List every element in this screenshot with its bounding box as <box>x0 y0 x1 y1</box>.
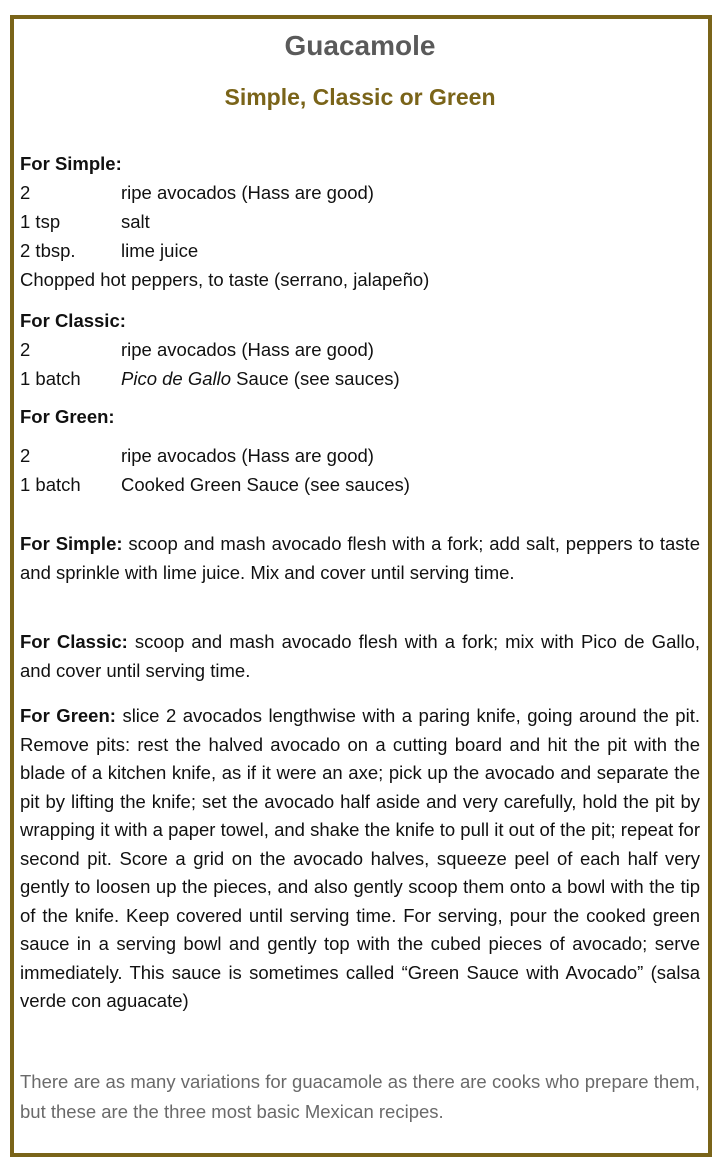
direction-label: For Classic: <box>20 631 128 652</box>
direction-text: scoop and mash avocado flesh with a fork; add salt, peppers to taste and sprinkle with lime juice. Mix and cover until serving time. <box>20 533 700 583</box>
recipe-title: Guacamole <box>284 30 436 61</box>
ingredient-item: Sauce (see sauces) <box>231 368 400 389</box>
ingredient-qty: 1 batch <box>20 474 81 495</box>
ingredient-qty: 2 tbsp. <box>20 240 76 261</box>
ingredient-item-italic: Pico de Gallo <box>121 368 232 389</box>
ingredients-simple <box>20 149 700 294</box>
ingredient-row <box>20 236 700 265</box>
ingredient-item: lime juice <box>121 240 199 261</box>
section-heading: For Classic: <box>20 310 126 331</box>
ingredient-item: ripe avocados (Hass are good) <box>121 339 374 360</box>
direction-text: scoop and mash avocado flesh with a fork; mix with Pico de Gallo, and cover until serving time. <box>20 631 701 681</box>
ingredient-row <box>20 178 700 207</box>
direction-text: slice 2 avocados lengthwise with a paring knife, going around the pit. Remove pits: rest the halved avocado on a cutting board and hit the pit with the blade of a kitchen knife, as if it were an axe; pick up the avocado and separate the pit by lifting the knife; set the avocado half aside and very carefully, hold the pit by wrapping it with a paper towel, and shake the knife to pull it out of the pit; repeat for second pit. Score a grid on the avocado halves, squeeze peel of each half very gently to loosen up the pieces, and also gently scoop them onto a bowl with the tip of the knife. Keep covered until serving time. For serving, pour the cooked green sauce in a serving bowl and gently top with the cubed pieces of avocado; serve immediately. This sauce is sometimes called “Green Sauce with Avocado” (salsa verde con aguacate) <box>20 705 700 1011</box>
direction-paragraph <box>20 628 700 685</box>
ingredient-item: ripe avocados (Hass are good) <box>121 445 374 466</box>
ingredient-item: Cooked Green Sauce (see sauces) <box>121 474 410 495</box>
direction-paragraph <box>20 530 700 587</box>
directions-green <box>20 702 700 1016</box>
ingredient-row <box>20 364 700 393</box>
footer-note: There are as many variations for guacamole as there are cooks who prepare them, but these are the three most basic Mexican recipes. <box>20 1071 700 1122</box>
recipe-subtitle: Simple, Classic or Green <box>224 84 496 110</box>
ingredient-qty: 1 tsp <box>20 211 61 232</box>
ingredient-row <box>20 207 700 236</box>
ingredient-note: Chopped hot peppers, to taste (serrano, jalapeño) <box>20 269 430 290</box>
ingredient-row <box>20 441 700 470</box>
section-heading: For Simple: <box>20 153 122 174</box>
ingredients-classic <box>20 306 700 393</box>
directions-simple <box>20 530 700 587</box>
direction-label: For Simple: <box>20 533 123 554</box>
ingredient-qty: 2 <box>20 445 31 466</box>
ingredient-row <box>20 335 700 364</box>
directions-classic <box>20 628 700 685</box>
direction-label: For Green: <box>20 705 116 726</box>
ingredient-qty: 2 <box>20 339 31 360</box>
section-heading: For Green: <box>20 406 115 427</box>
ingredient-row <box>20 470 700 499</box>
ingredient-item: ripe avocados (Hass are good) <box>121 182 374 203</box>
ingredient-item: salt <box>121 211 150 232</box>
ingredient-qty: 1 batch <box>20 368 81 389</box>
direction-paragraph <box>20 702 700 1016</box>
ingredient-qty: 2 <box>20 182 31 203</box>
ingredients-green <box>20 402 700 499</box>
